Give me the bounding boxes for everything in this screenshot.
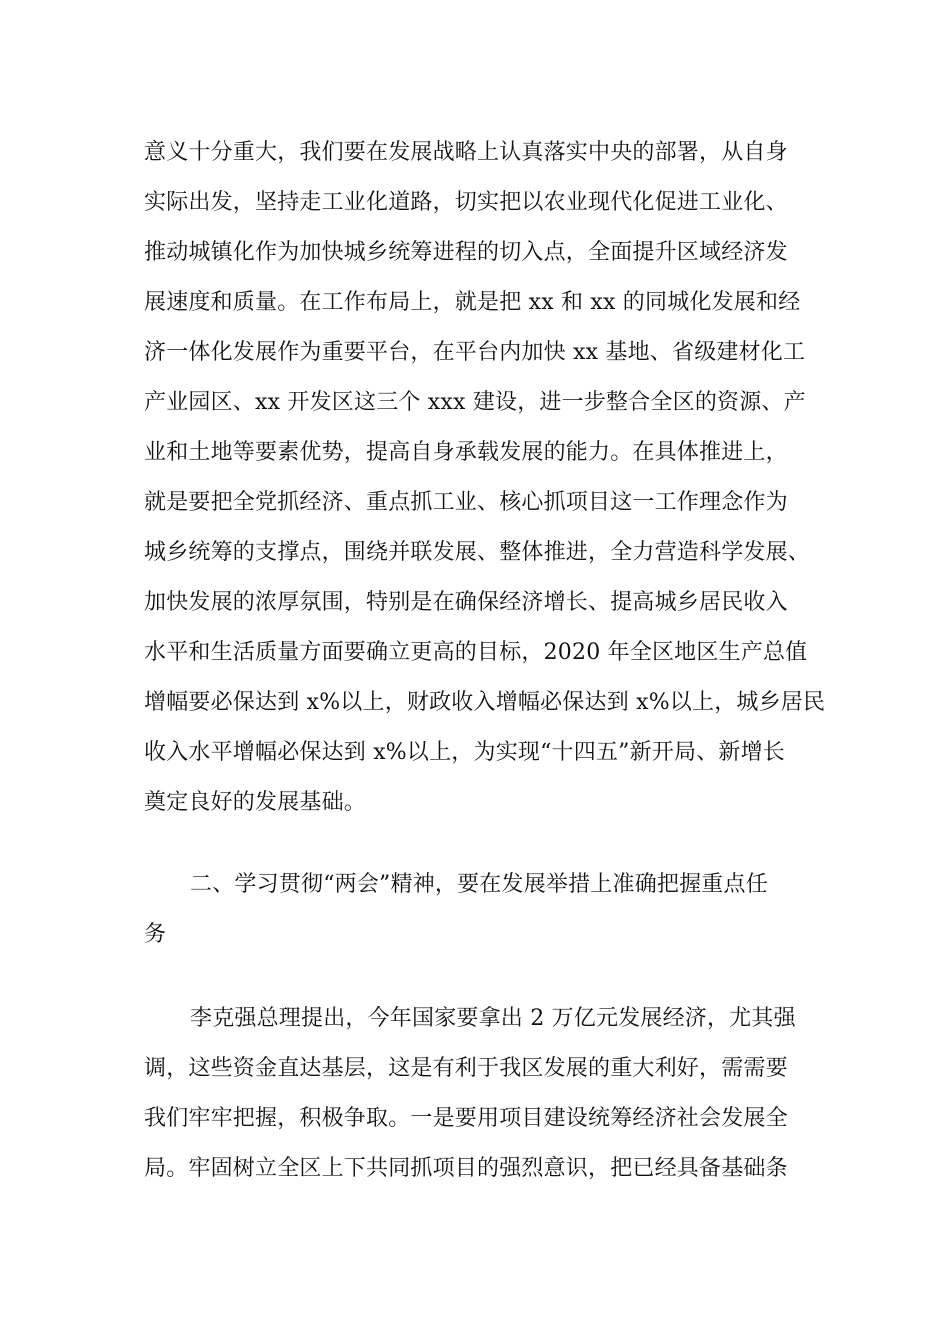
paragraph-1-line-2: 实际出发，坚持走工业化道路，切实把以农业现代化促进工业化、 [144, 190, 788, 215]
section-heading-line-1: 二、学习贯彻“两会”精神，要在发展举措上准确把握重点任 [190, 872, 768, 897]
paragraph-1-line-7: 业和土地等要素优势，提高自身承载发展的能力。在具体推进上， [144, 440, 788, 465]
paragraph-1-line-3: 推动城镇化作为加快城乡统筹进程的切入点，全面提升区域经济发 [144, 240, 788, 265]
paragraph-1-line-6: 产业园区、xx 开发区这三个 xxx 建设，进一步整合全区的资源、产 [144, 390, 806, 415]
paragraph-2-line-4: 局。牢固树立全区上下共同抓项目的强烈意识，把已经具备基础条 [144, 1156, 788, 1181]
paragraph-1-line-4: 展速度和质量。在工作布局上，就是把 xx 和 xx 的同城化发展和经 [144, 290, 801, 315]
paragraph-1-line-9: 城乡统筹的支撑点，围绕并联发展、整体推进，全力营造科学发展、 [144, 540, 811, 565]
paragraph-1-line-1: 意义十分重大，我们要在发展战略上认真落实中央的部署，从自身 [144, 140, 788, 165]
paragraph-1-line-14: 奠定良好的发展基础。 [144, 790, 367, 815]
paragraph-1-line-8: 就是要把全党抓经济、重点抓工业、核心抓项目这一工作理念作为 [144, 490, 788, 515]
paragraph-1-line-13: 收入水平增幅必保达到 x%以上，为实现“十四五”新开局、新增长 [144, 740, 786, 765]
paragraph-2-line-3: 我们牢牢把握，积极争取。一是要用项目建设统筹经济社会发展全 [144, 1106, 788, 1131]
paragraph-2-line-2: 调，这些资金直达基层，这是有利于我区发展的重大利好，需需要 [144, 1056, 788, 1081]
section-heading-line-2: 务 [144, 922, 167, 947]
paragraph-2-line-1: 李克强总理提出，今年国家要拿出 2 万亿元发展经济，尤其强 [190, 1006, 796, 1031]
paragraph-1-line-5: 济一体化发展作为重要平台，在平台内加快 xx 基地、省级建材化工 [144, 340, 806, 365]
paragraph-1-line-12: 增幅要必保达到 x%以上，财政收入增幅必保达到 x%以上，城乡居民 [144, 690, 826, 715]
paragraph-1-line-10: 加快发展的浓厚氛围，特别是在确保经济增长、提高城乡居民收入 [144, 590, 788, 615]
paragraph-1-line-11: 水平和生活质量方面要确立更高的目标，2020 年全区地区生产总值 [144, 640, 808, 665]
